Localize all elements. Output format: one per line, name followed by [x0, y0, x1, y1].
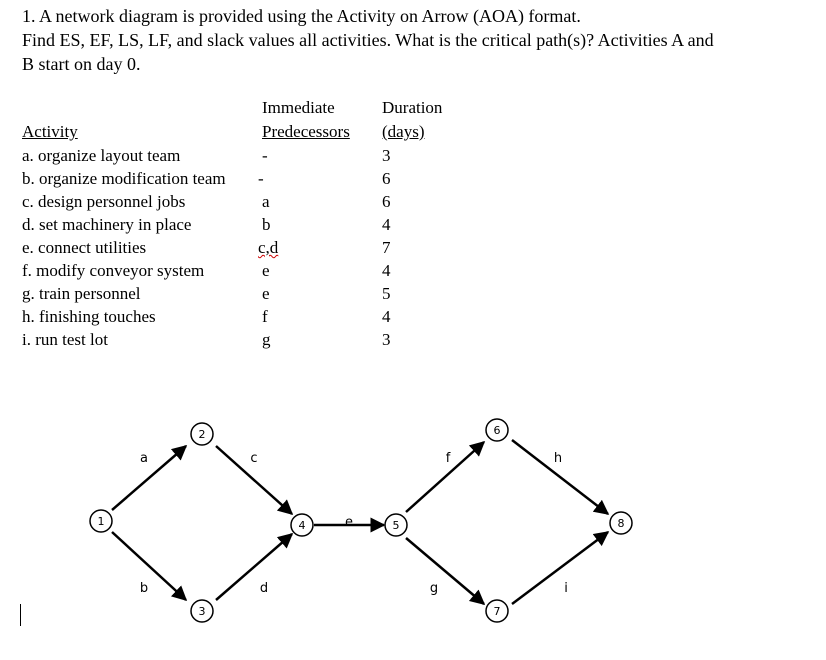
row-dur: 6: [382, 192, 391, 211]
edge-label: f: [445, 451, 451, 466]
row-pred: e: [262, 261, 270, 280]
row-pred: e: [262, 284, 270, 303]
node-label: 2: [198, 428, 206, 441]
row-activity: a. organize layout team: [22, 146, 181, 165]
row-activity: g. train personnel: [22, 284, 141, 303]
edge-label: i: [564, 581, 568, 596]
edge-label: h: [553, 451, 563, 466]
row-activity: f. modify conveyor system: [22, 261, 205, 280]
row-pred: f: [262, 307, 268, 326]
edge-arrow: [406, 538, 484, 604]
header-immediate: Immediate: [262, 98, 335, 117]
row-pred: -: [258, 169, 264, 188]
row-pred: -: [262, 146, 268, 165]
row-pred: c,d: [258, 238, 279, 257]
header-predecessors: Predecessors: [262, 122, 350, 141]
edge-arrow: [112, 532, 186, 600]
row-activity: e. connect utilities: [22, 238, 147, 257]
edge-label: c: [250, 451, 258, 466]
node-label: 3: [198, 605, 206, 618]
question-line-3: B start on day 0.: [22, 54, 141, 74]
row-pred: g: [262, 330, 271, 349]
edge-arrow: [512, 532, 608, 604]
row-dur: 3: [382, 330, 391, 349]
row-activity: c. design personnel jobs: [22, 192, 186, 211]
row-dur: 6: [382, 169, 391, 188]
node-label: 7: [493, 605, 501, 618]
node-label: 4: [298, 519, 306, 532]
question-line-1: 1. A network diagram is provided using the Activity on Arrow (AOA) format.: [22, 6, 581, 26]
row-activity: h. finishing touches: [22, 307, 156, 326]
node-label: 1: [97, 515, 105, 528]
text-cursor: [20, 604, 21, 626]
row-dur: 5: [382, 284, 391, 303]
node-label: 5: [392, 519, 400, 532]
edge-arrow: [112, 446, 186, 510]
header-days: (days): [382, 122, 425, 141]
row-dur: 7: [382, 238, 391, 257]
node-label: 8: [617, 517, 625, 530]
header-duration: Duration: [382, 98, 443, 117]
edge-label: a: [140, 451, 148, 466]
row-dur: 4: [382, 307, 391, 326]
row-pred: a: [262, 192, 270, 211]
row-activity: i. run test lot: [22, 330, 108, 349]
question-line-2: Find ES, EF, LS, LF, and slack values all activities. What is the critical path(s)? Activities A and: [22, 30, 714, 50]
node-label: 6: [493, 424, 501, 437]
row-pred: b: [262, 215, 271, 234]
header-activity: Activity: [22, 122, 78, 141]
edge-label: d: [259, 581, 269, 596]
edge-arrow: [216, 534, 292, 600]
edge-label: g: [429, 581, 439, 596]
row-dur: 4: [382, 215, 391, 234]
edge-label: b: [139, 581, 149, 596]
row-dur: 3: [382, 146, 391, 165]
row-activity: b. organize modification team: [22, 169, 226, 188]
edge-label: e: [345, 515, 353, 530]
row-activity: d. set machinery in place: [22, 215, 192, 234]
row-dur: 4: [382, 261, 391, 280]
